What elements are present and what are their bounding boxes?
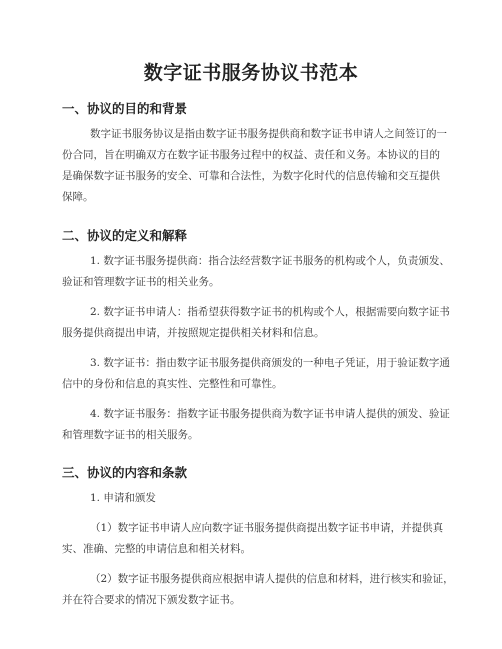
paragraph-line: 份合同，旨在明确双方在数字证书服务过程中的权益、责任和义务。本协议的目的 [62,149,440,161]
clause-line: 并在符合要求的情况下颁发数字证书。 [62,594,241,606]
definition-item-line: 服务提供商提出申请，并按照规定提供相关材料和信息。 [62,327,325,339]
subsection-title: 1. 申请和颁发 [90,492,156,504]
section-heading-definitions: 二、协议的定义和解释 [62,228,188,243]
definition-item-line: 信中的身份和信息的真实性、完整性和可靠性。 [62,378,283,390]
definition-item-line: 和管理数字证书的相关服务。 [62,429,199,441]
paragraph-line: 是确保数字证书服务的安全、可靠和合法性，为数字化时代的信息传输和交互提供 [62,170,440,182]
document-title: 数字证书服务协议书范本 [143,62,359,84]
section-heading-contents: 三、协议的内容和条款 [62,465,188,480]
clause-line: 实、准确、完整的申请信息和相关材料。 [62,543,251,555]
clause-line: （2）数字证书服务提供商应根据申请人提供的信息和材料，进行核实和验证， [90,573,454,585]
definition-item-line: 1. 数字证书服务提供商：指合法经营数字证书服务的机构或个人，负责颁发、 [90,255,450,267]
clause-line: （1）数字证书申请人应向数字证书服务提供商提出数字证书申请，并提供真 [90,522,444,534]
definition-item-line: 4. 数字证书服务：指数字证书服务提供商为数字证书申请人提供的颁发、验证 [90,408,450,420]
paragraph-line: 保障。 [62,191,94,203]
section-heading-purpose: 一、协议的目的和背景 [62,101,188,116]
definition-item-line: 验证和管理数字证书的相关业务。 [62,276,220,288]
definition-item-line: 2. 数字证书申请人：指希望获得数字证书的机构或个人，根据需要向数字证书 [90,306,450,318]
paragraph-line: 数字证书服务协议是指由数字证书服务提供商和数字证书申请人之间签订的一 [90,128,447,140]
definition-item-line: 3. 数字证书：指由数字证书服务提供商颁发的一种电子凭证，用于验证数字通 [90,357,450,369]
